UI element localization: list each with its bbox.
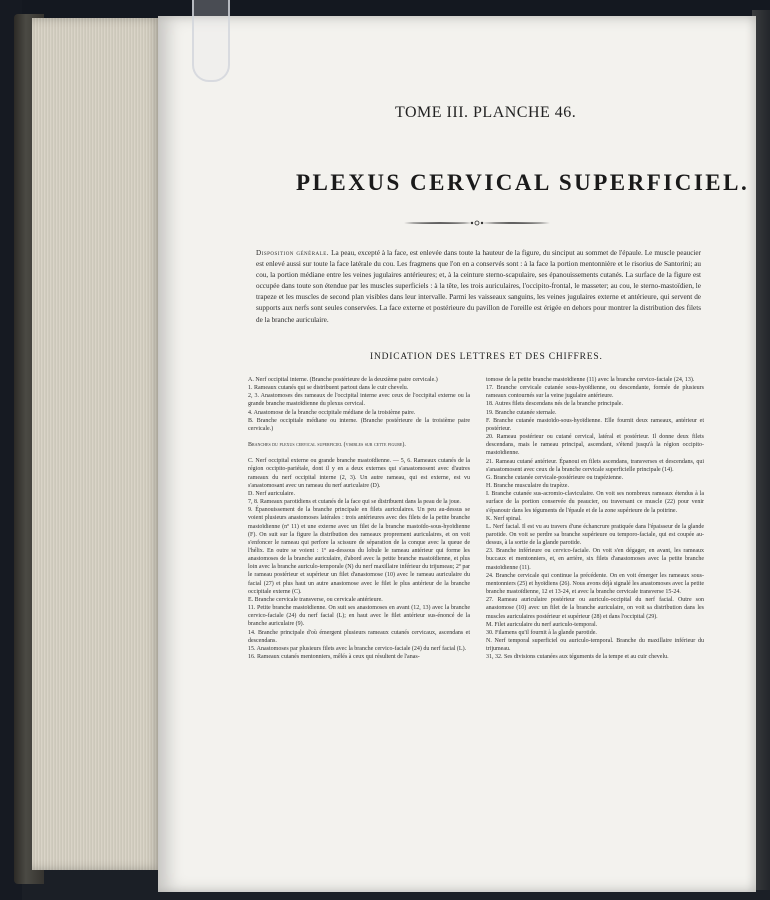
legend-left-column <box>248 376 470 661</box>
page-clip <box>192 0 230 82</box>
legend-entry: H. Branche musculaire du trapèze. <box>486 483 569 490</box>
legend-entry: 31, 32. Ses divisions cutanées aux téguments de la tempe et au cuir chevelu. <box>486 654 669 661</box>
intro-text: La peau, excepté à la face, est enlevée dans toute la hauteur de la figure, du sinciput au sommet de l'épaule. Le muscle peaucier est enlevé aussi sur toute la face latérale du cou. Les fragmens que l'on en a conservés sont : à la face la portion mentonnière et le risorius de Santorini; au cou, la portion médiane entre les veines jugulaires antérieures; et, à la ceinture sterno-scapulaire, ses épanouissements cutanés. La surface de la figure est occupée dans toute son étendue par les muscles superficiels : à la tête, les trois auriculaires, l'occipito-frontal, le masseter; au cou, le sterno-mastoïdien, le trapeze et les muscles de second plan visibles dans leur intervalle. Parmi les vaisseaux sanguins, les veines jugulaires externe et antérieure, qui servent de supports aux nerfs sont seules conservées. La face externe et postérieure du pavillon de l'oreille est érigée en dehors pour montrer la distribution des filets de la branche auriculaire. <box>256 249 701 324</box>
legend-entry: 30. Filamens qu'il fournit à la glande parotide. <box>486 629 597 636</box>
plate-label: TOME III. PLANCHE 46. <box>395 104 577 121</box>
legend-entry: 15. Anastomoses par plusieurs filets avec la branche cervico-faciale (24) du nerf facial (L). <box>248 645 467 652</box>
spacer <box>248 449 470 457</box>
book-page-edges <box>32 18 162 870</box>
legend-entry: L. Nerf facial. Il est vu au travers d'une échancrure pratiquée dans l'épaisseur de la glande parotide. On voit se perdre sa branche supérieure ou temporo-faciale, qui est coupée au-dessus, à la sortie de la glande parotide. <box>486 523 704 547</box>
ornament-divider <box>402 219 552 227</box>
legend-entry: N. Nerf temporal superficiel ou auriculo-temporal. Branche du maxillaire inférieur du trijumeau. <box>486 638 704 653</box>
legend-entry: M. Filet auriculaire du nerf auriculo-temporal. <box>486 621 598 628</box>
legend-entry: 20. Rameau postérieur ou cutané cervical, latéral et postérieur. Il donne deux filets descendans, mais le rameau principal, ascendant, s'étend jusqu'à la région occipito-mastoïdienne. <box>486 434 704 457</box>
legend-entry: 1. Rameaux cutanés qui se distribuent partout dans le cuir chevelu. <box>248 385 409 392</box>
page-title: PLEXUS CERVICAL SUPERFICIEL. <box>296 170 750 195</box>
legend-entry: K. Nerf spinal. <box>486 515 522 522</box>
legend-entry: 19. Branche cutanée sternale. <box>486 409 557 416</box>
legend-entry: 7, 8. Rameaux parotidiens et cutanés de la face qui se distribuent dans la peau de la joue. <box>248 499 461 506</box>
legend-entry: 17. Branche cervicale cutanée sous-hyoïdienne, ou descendante, formée de plusieurs rameaux contournés sur la veine jugulaire antérieure. <box>486 385 704 400</box>
legend-entry: 21. Rameau cutané antérieur. Épanoui en filets ascendans, transverses et descendans, qui s'anastomosent avec ceux de la branche cervicale superficielle principale (14). <box>486 458 704 473</box>
legend-entry: 9. Épanouissement de la branche principale en filets auriculaires. Un peu au-dessus se voient plusieurs anastomoses latérales : trois antérieures avec des filets de la petite branche mastoïdienne (nº 11) et une externe avec un filet de la branche mastoïdo-sous-hyoïdienne (F). On suit sur la figure la distribution des rameaux proprement auriculaires, et on voit s'enfoncer le rameau qui perfore la scissure de séparation de la conque avec la queue de l'hélix. En outre se voient : 1º au-dessous du lobule le rameau antérieur qui forme les anastomoses de la branche auriculaire, d'abord avec la petite branche mastoïdienne, et plus loin avec la branche auriculo-temporale (N) du nerf maxillaire inférieur du trijumeau; 2º par le rameau postérieur et supérieur un filet d'anastomose (10) avec le rameau auriculaire du facial (27) et plus haut un autre anastomose avec le filet le plus antérieur de la branche occipitale externe (C). <box>248 507 470 595</box>
legend-right-column <box>486 376 704 661</box>
legend-entry: 14. Branche principale d'où émergent plusieurs rameaux cutanés cervicaux, ascendans et descendans. <box>248 629 470 644</box>
legend-entry: 4. Anastomose de la branche occipitale médiane de la troisième paire. <box>248 409 416 416</box>
legend-entry: F. Branche cutanée mastoïdo-sous-hyoïdienne. Elle fournit deux rameaux, antérieur et postérieur. <box>486 417 704 432</box>
legend-entry: 23. Branche inférieure ou cervico-faciale. On voit s'en dégager, en avant, les rameaux buccaux et mentonniers, et, en arrière, six filets d'anastomoses avec la petite branche mastoïdienne (11). <box>486 548 704 571</box>
legend-entry: C. Nerf occipital externe ou grande branche mastoïdienne. — 5, 6. Rameaux cutanés de la région occipito-pariétale, dont il y en a deux externes qui s'anastomosent avec d'autres rameaux du nerf occipital interne (2, 3). Un autre rameau, qui est externe, est vu s'anastomosant avec un rameau du nerf auriculaire (D). <box>248 458 470 489</box>
legend-entry: E. Branche cervicale transverse, ou cervicale antérieure. <box>248 596 383 603</box>
legend-entry: D. Nerf auriculaire. <box>248 490 295 497</box>
spacer <box>248 433 470 441</box>
intro-paragraph <box>256 248 701 326</box>
legend-entry: 11. Petite branche mastoïdienne. On suit ses anastomoses en avant (12, 13) avec la branche cervico-faciale (24) du nerf facial (L); en haut avec le filet antérieur sus-énoncé de la branche auriculaire (9). <box>248 605 470 628</box>
legend-entry: 16. Rameaux cutanés mentonniers, mêlés à ceux qui résultent de l'anas- <box>248 654 420 660</box>
legend-subheading: Branches du plexus cervical superficiel (visibles sur cette figure). <box>248 442 406 449</box>
legend-entry: 24. Branche cervicale qui continue la précédente. On en voit émerger les rameaux sous-mentonniers (25) et hyoïdiens (26). Nous avons déjà signalé les anastomoses avec la petite branche mastoïdienne, 12 et 13-24, et avec la branche cervicale transverse 15-24. <box>486 572 704 596</box>
legend-heading: INDICATION DES LETTRES ET DES CHIFFRES. <box>370 352 603 362</box>
intro-lead: Disposition générale. <box>256 249 330 257</box>
legend-entry: 2, 3. Anastomoses des rameaux de l'occipital interne avec ceux de l'occipital externe ou la grande branche mastoïdienne du plexus cervical. <box>248 393 470 408</box>
legend-entry: B. Branche occipitale médiane ou interne. (Branche postérieure de la troisième paire cervicale.) <box>248 417 470 432</box>
legend-entry: tomose de la petite branche mastoïdienne (11) avec la branche cervico-faciale (24, 13). <box>486 377 695 383</box>
legend-entry: 27. Rameau auriculaire postérieur ou auriculo-occipital du nerf facial. Outre son anastomose (10) avec un filet de la branche auriculaire, on voit sa distribution dans les muscles auriculaires postérieur et supérieur (28) et dans l'occipital (29). <box>486 597 704 620</box>
legend-entry: G. Branche cutanée cervicale-postérieure ou trapézienne. <box>486 474 624 481</box>
legend-entry: A. Nerf occipital interne. (Branche postérieure de la deuxième paire cervicale.) <box>248 377 438 383</box>
legend-entry: I. Branche cutanée sus-acromio-claviculaire. On voit ses nombreux rameaux étendus à la surface de la portion conservée du peaucier, ou traversant ce muscle (22) pour venir s'épanouir dans les téguments de l'épaule et de la zone supérieure de la poitrine. <box>486 491 704 514</box>
legend-entry: 18. Autres filets descendans nés de la branche principale. <box>486 401 623 408</box>
